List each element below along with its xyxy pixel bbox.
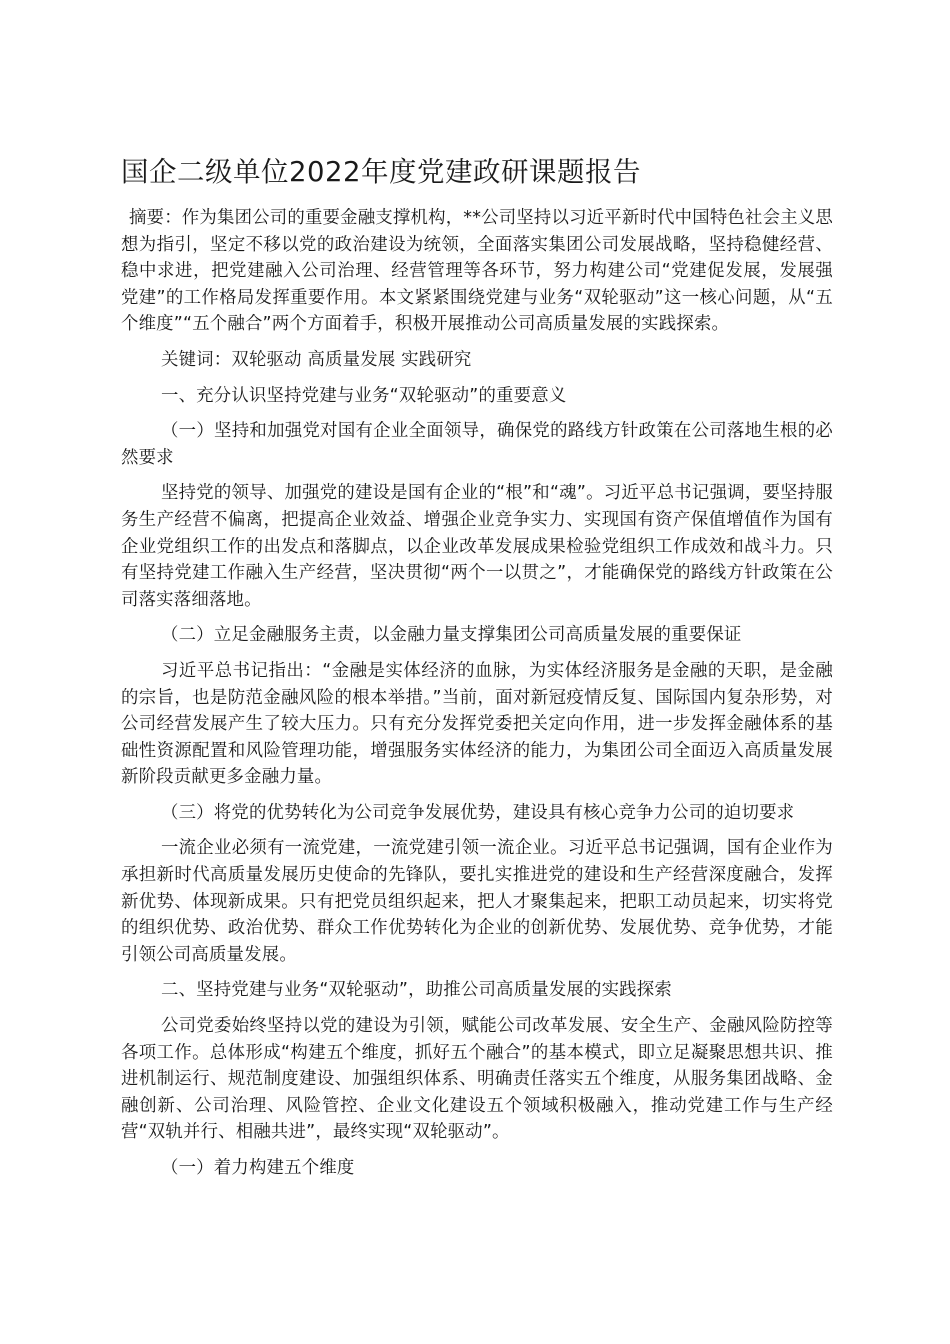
document-body xyxy=(121,205,833,1182)
subsection-heading: （一）着力构建五个维度 xyxy=(161,1158,355,1178)
document-title: 国企二级单位2022年度党建政研课题报告 xyxy=(121,156,641,188)
body-paragraph: 习近平总书记指出：“金融是实体经济的血脉，为实体经济服务是金融的天职，是金融的宗旨，也是防范金融风险的根本举措。”当前，面对新冠疫情反复、国际国内复杂形势，对公司经营发展产生了较大压力。只有充分发挥党委把关定向作用，进一步发挥金融体系的基础性资源配置和风险管理功能，增强服务实体经济的能力，为集团公司全面迈入高质量发展新阶段贡献更多金融力量。 xyxy=(121,660,833,788)
section-heading: 二、坚持党建与业务“双轮驱动”，助推公司高质量发展的实践探索 xyxy=(161,980,672,1001)
subsection-heading: （三）将党的优势转化为公司竞争发展优势，建设具有核心竞争力公司的迫切要求 xyxy=(161,802,795,823)
subsection-heading: （二）立足金融服务主责，以金融力量支撑集团公司高质量发展的重要保证 xyxy=(161,625,742,646)
body-paragraph: 一流企业必须有一流党建，一流党建引领一流企业。习近平总书记强调，国有企业作为承担新时代高质量发展历史使命的先锋队，要扎实推进党的建设和生产经营深度融合，发挥新优势、体现新成果。只有把党员组织起来，把人才聚集起来，把职工动员起来，切实将党的组织优势、政治优势、群众工作优势转化为企业的创新优势、发展优势、竞争优势，才能引领公司高质量发展。 xyxy=(121,838,833,965)
subsection-heading: （一）坚持和加强党对国有企业全面领导，确保党的路线方针政策在公司落地生根的必然要求 xyxy=(121,421,833,468)
keywords-paragraph: 关键词：双轮驱动 高质量发展 实践研究 xyxy=(161,349,472,370)
abstract-paragraph: 摘要：作为集团公司的重要金融支撑机构，**公司坚持以习近平新时代中国特色社会主义思想为指引，坚定不移以党的政治建设为统领，全面落实集团公司发展战略，坚持稳健经营、稳中求进，把党建融入公司治理、经营管理等各环节，努力构建公司“党建促发展，发展强党建”的工作格局发挥重要作用。本文紧紧围绕党建与业务“双轮驱动”这一核心问题，从“五个维度”“五个融合”两个方面着手，积极开展推动公司高质量发展的实践探索。 xyxy=(121,208,833,335)
section-heading: 一、充分认识坚持党建与业务“双轮驱动”的重要意义 xyxy=(161,385,567,406)
body-paragraph: 公司党委始终坚持以党的建设为引领，赋能公司改革发展、安全生产、金融风险防控等各项工作。总体形成“构建五个维度，抓好五个融合”的基本模式，即立足凝聚思想共识、推进机制运行、规范制度建设、加强组织体系、明确责任落实五个维度，从服务集团战略、金融创新、公司治理、风险管控、企业文化建设五个领域积极融入，推动党建工作与生产经营“双轨并行、相融共进”，最终实现“双轮驱动”。 xyxy=(121,1016,833,1143)
body-paragraph: 坚持党的领导、加强党的建设是国有企业的“根”和“魂”。习近平总书记强调，要坚持服务生产经营不偏离，把提高企业效益、增强企业竞争实力、实现国有资产保值增值作为国有企业党组织工作的出发点和落脚点，以企业改革发展成果检验党组织工作成效和战斗力。只有坚持党建工作融入生产经营，坚决贯彻“两个一以贯之”，才能确保党的路线方针政策在公司落实落细落地。 xyxy=(121,483,833,610)
